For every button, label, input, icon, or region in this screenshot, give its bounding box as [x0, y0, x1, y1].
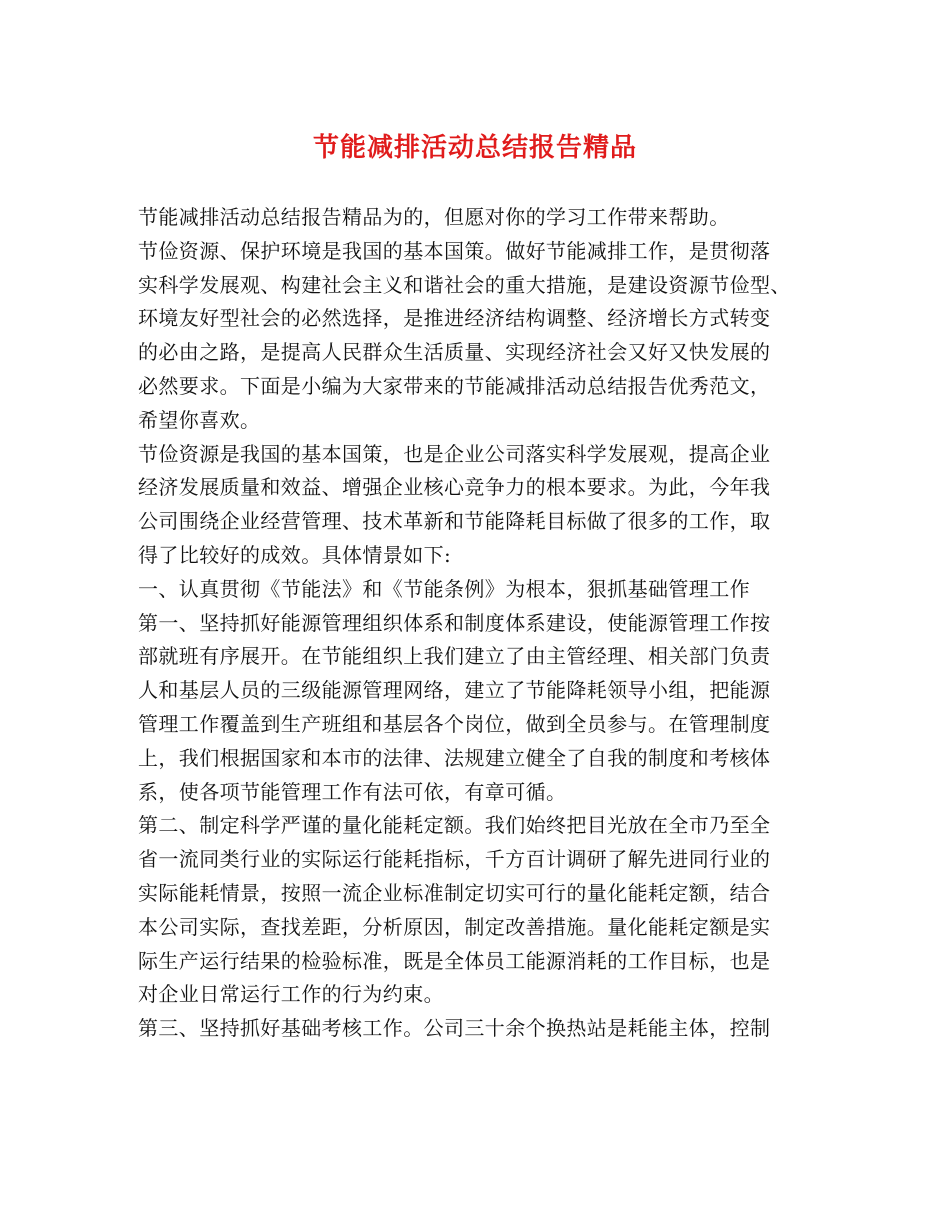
- body-line: 上，我们根据国家和本市的法律、法规建立健全了自我的制度和考核体: [138, 745, 771, 770]
- body-line: 必然要求。下面是小编为大家带来的节能减排活动总结报告优秀范文，: [138, 373, 771, 398]
- body-line: 管理工作覆盖到生产班组和基层各个岗位，做到全员参与。在管理制度: [138, 711, 771, 736]
- body-line: 系，使各项节能管理工作有法可依，有章可循。: [138, 779, 567, 804]
- body-line: 省一流同类行业的实际运行能耗指标，千方百计调研了解先进同行业的: [138, 847, 771, 872]
- body-line: 实科学发展观、构建社会主义和谐社会的重大措施，是建设资源节俭型、: [138, 272, 791, 297]
- body-line: 节能减排活动总结报告精品为的，但愿对你的学习工作带来帮助。: [138, 205, 730, 229]
- body-line: 经济发展质量和效益、增强企业核心竞争力的根本要求。为此，今年我: [138, 475, 771, 500]
- body-line: 第三、坚持抓好基础考核工作。公司三十余个换热站是耗能主体，控制: [138, 1016, 771, 1041]
- body-line: 第二、制定科学严谨的量化能耗定额。我们始终把目光放在全市乃至全: [138, 813, 771, 838]
- body-line: 一、认真贯彻《节能法》和《节能条例》为根本，狠抓基础管理工作: [138, 576, 750, 601]
- body-line: 节俭资源、保护环境是我国的基本国策。做好节能减排工作，是贯彻落: [138, 238, 771, 263]
- body-line: 环境友好型社会的必然选择，是推进经济结构调整、经济增长方式转变: [138, 306, 771, 331]
- body-line: 部就班有序展开。在节能组织上我们建立了由主管经理、相关部门负责: [138, 644, 771, 669]
- body-line: 第一、坚持抓好能源管理组织体系和制度体系建设，使能源管理工作按: [138, 610, 771, 635]
- body-line: 本公司实际，查找差距，分析原因，制定改善措施。量化能耗定额是实: [138, 914, 771, 939]
- document-title: 节能减排活动总结报告精品: [312, 133, 637, 163]
- body-line: 公司围绕企业经营管理、技术革新和节能降耗目标做了很多的工作，取: [138, 509, 771, 534]
- body-line: 实际能耗情景，按照一流企业标准制定切实可行的量化能耗定额，结合: [138, 880, 771, 905]
- body-line: 人和基层人员的三级能源管理网络，建立了节能降耗领导小组，把能源: [138, 678, 771, 703]
- body-line: 对企业日常运行工作的行为约束。: [138, 982, 444, 1007]
- body-line: 的必由之路，是提高人民群众生活质量、实现经济社会又好又快发展的: [138, 340, 771, 365]
- body-line: 希望你喜欢。: [138, 407, 261, 432]
- body-line: 节俭资源是我国的基本国策，也是企业公司落实科学发展观，提高企业: [138, 441, 771, 466]
- body-line: 际生产运行结果的检验标准，既是全体员工能源消耗的工作目标，也是: [138, 948, 771, 973]
- body-line: 得了比较好的成效。具体情景如下:: [138, 542, 452, 567]
- document-body: [138, 201, 818, 1046]
